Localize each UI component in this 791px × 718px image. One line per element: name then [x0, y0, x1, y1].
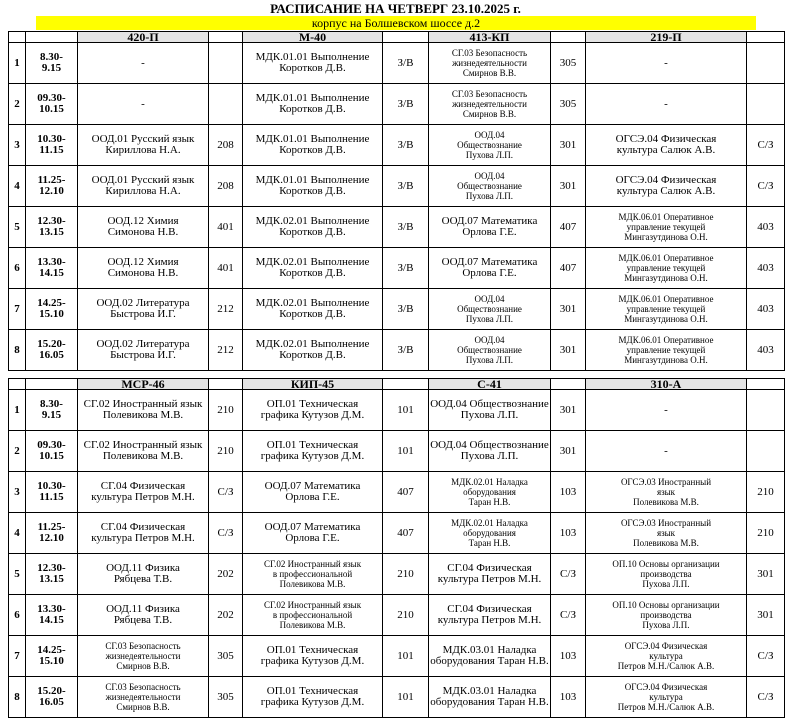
subject-cell: МДК.01.01 Выполнение Коротков Д.В. [243, 43, 383, 84]
room-cell: 403 [747, 289, 785, 330]
subject-cell: ОГСЭ.04 Физическая культура Салюк А.В. [586, 166, 747, 207]
subject-cell: ОП.10 Основы организации производства Пухова Л.П. [586, 554, 747, 595]
lesson-number: 5 [9, 207, 26, 248]
lesson-time: 14.25- 15.10 [26, 636, 78, 677]
subject-cell: МДК.02.01 Выполнение Коротков Д.В. [243, 289, 383, 330]
room-cell: З/В [383, 330, 429, 371]
room-cell: 210 [383, 554, 429, 595]
subject-cell: ООД.07 Математика Орлова Г.Е. [243, 513, 383, 554]
table-row [9, 330, 785, 371]
room-cell: 212 [209, 289, 243, 330]
room-cell: 301 [551, 390, 586, 431]
room-cell: 210 [209, 431, 243, 472]
subject-cell: ООД.12 Химия Симонова Н.В. [78, 207, 209, 248]
subject-cell: ООД.04 Обществознание Пухова Л.П. [429, 390, 551, 431]
room-cell: 210 [747, 472, 785, 513]
subject-cell: СГ.03 Безопасность жизнедеятельности Смирнов В.В. [78, 677, 209, 718]
subject-cell: - [586, 431, 747, 472]
subject-cell: МДК.01.01 Выполнение Коротков Д.В. [243, 84, 383, 125]
room-cell [747, 390, 785, 431]
room-cell: 403 [747, 248, 785, 289]
room-cell: 301 [747, 595, 785, 636]
table-row [9, 248, 785, 289]
subject-cell: ООД.11 Физика Рябцева Т.В. [78, 595, 209, 636]
subject-cell: МДК.02.01 Выполнение Коротков Д.В. [243, 330, 383, 371]
room-cell: 407 [383, 513, 429, 554]
table-header-row [9, 379, 785, 390]
lesson-number: 6 [9, 248, 26, 289]
room-cell: 210 [747, 513, 785, 554]
table-row [9, 513, 785, 554]
group-header: 420-П [78, 32, 209, 43]
schedule-table-2 [8, 378, 785, 718]
subject-cell: ОГСЭ.03 Иностранный язык Полевикова М.В. [586, 472, 747, 513]
room-cell: 101 [383, 390, 429, 431]
room-cell [747, 84, 785, 125]
subject-cell: ООД.07 Математика Орлова Г.Е. [429, 248, 551, 289]
lesson-time: 11.25- 12.10 [26, 166, 78, 207]
subject-cell: СГ.02 Иностранный язык Полевикова М.В. [78, 390, 209, 431]
room-cell: З/В [383, 289, 429, 330]
subject-cell: СГ.03 Безопасность жизнедеятельности Смирнов В.В. [78, 636, 209, 677]
subject-cell: ОП.01 Техническая графика Кутузов Д.М. [243, 636, 383, 677]
subject-cell: МДК.02.01 Наладка оборудования Таран Н.В. [429, 472, 551, 513]
subject-cell: МДК.02.01 Выполнение Коротков Д.В. [243, 248, 383, 289]
subject-cell: МДК.01.01 Выполнение Коротков Д.В. [243, 125, 383, 166]
lesson-number: 3 [9, 125, 26, 166]
table-row [9, 472, 785, 513]
room-cell [747, 431, 785, 472]
subject-cell: ООД.02 Литература Быстрова И.Г. [78, 330, 209, 371]
subject-cell: МДК.06.01 Оперативное управление текущей Мингазутдинова О.Н. [586, 289, 747, 330]
room-cell: 407 [551, 207, 586, 248]
subject-cell: МДК.03.01 Наладка оборудования Таран Н.В. [429, 677, 551, 718]
subject-cell: СГ.04 Физическая культура Петров М.Н. [78, 472, 209, 513]
table-row [9, 390, 785, 431]
subject-cell: ООД.12 Химия Симонова Н.В. [78, 248, 209, 289]
lesson-number: 1 [9, 390, 26, 431]
lesson-number: 3 [9, 472, 26, 513]
subject-cell: ОГСЭ.03 Иностранный язык Полевикова М.В. [586, 513, 747, 554]
subject-cell: ОГСЭ.04 Физическая культура Петров М.Н./Салюк А.В. [586, 677, 747, 718]
page-title: РАСПИСАНИЕ НА ЧЕТВЕРГ 23.10.2025 г. [270, 1, 521, 16]
room-cell: С/З [747, 677, 785, 718]
subject-cell: СГ.04 Физическая культура Петров М.Н. [429, 554, 551, 595]
room-cell: 407 [551, 248, 586, 289]
room-cell: 301 [551, 330, 586, 371]
table-row [9, 677, 785, 718]
subject-cell: МДК.06.01 Оперативное управление текущей Мингазутдинова О.Н. [586, 330, 747, 371]
subject-cell: ОГСЭ.04 Физическая культура Петров М.Н./Салюк А.В. [586, 636, 747, 677]
subject-cell: СГ.02 Иностранный язык в профессиональной Полевикова М.В. [243, 554, 383, 595]
lesson-number: 7 [9, 289, 26, 330]
room-cell: 103 [551, 472, 586, 513]
room-cell: 401 [209, 248, 243, 289]
room-cell [209, 43, 243, 84]
table-row [9, 431, 785, 472]
lesson-number: 1 [9, 43, 26, 84]
table-row [9, 84, 785, 125]
schedule-table-1 [8, 31, 785, 371]
group-header: 413-КП [429, 32, 551, 43]
subject-cell: СГ.03 Безопасность жизнедеятельности Смирнов В.В. [429, 84, 551, 125]
subject-cell: ООД.02 Литература Быстрова И.Г. [78, 289, 209, 330]
lesson-time: 8.30- 9.15 [26, 390, 78, 431]
room-cell: 210 [383, 595, 429, 636]
subject-cell: МДК.01.01 Выполнение Коротков Д.В. [243, 166, 383, 207]
room-cell: 103 [551, 677, 586, 718]
table-row [9, 554, 785, 595]
room-cell: С/З [747, 636, 785, 677]
room-cell: 103 [551, 636, 586, 677]
subject-cell: СГ.02 Иностранный язык Полевикова М.В. [78, 431, 209, 472]
room-cell: 403 [747, 330, 785, 371]
room-cell: 301 [551, 431, 586, 472]
room-cell: 407 [383, 472, 429, 513]
subject-cell: МДК.06.01 Оперативное управление текущей Мингазутдинова О.Н. [586, 207, 747, 248]
lesson-number: 2 [9, 84, 26, 125]
room-cell: С/З [551, 554, 586, 595]
lesson-number: 4 [9, 513, 26, 554]
room-cell: 202 [209, 554, 243, 595]
subject-cell: - [586, 390, 747, 431]
table-row [9, 595, 785, 636]
lesson-number: 2 [9, 431, 26, 472]
lesson-number: 8 [9, 677, 26, 718]
room-cell: С/З [747, 125, 785, 166]
subject-cell: - [586, 43, 747, 84]
room-cell: 212 [209, 330, 243, 371]
lesson-number: 6 [9, 595, 26, 636]
subject-cell: МДК.02.01 Наладка оборудования Таран Н.В. [429, 513, 551, 554]
subject-cell: ООД.01 Русский язык Кириллова Н.А. [78, 125, 209, 166]
lesson-time: 12.30- 13.15 [26, 207, 78, 248]
subject-cell: СГ.03 Безопасность жизнедеятельности Смирнов В.В. [429, 43, 551, 84]
room-cell: 305 [551, 43, 586, 84]
lesson-time: 12.30- 13.15 [26, 554, 78, 595]
group-header: КИП-45 [243, 379, 383, 390]
subject-cell: - [586, 84, 747, 125]
group-header: 219-П [586, 32, 747, 43]
lesson-time: 13.30- 14.15 [26, 595, 78, 636]
subject-cell: СГ.04 Физическая культура Петров М.Н. [429, 595, 551, 636]
room-cell: З/В [383, 248, 429, 289]
lesson-time: 8.30- 9.15 [26, 43, 78, 84]
lesson-number: 8 [9, 330, 26, 371]
subject-cell: ООД.07 Математика Орлова Г.Е. [243, 472, 383, 513]
table-row [9, 636, 785, 677]
subject-cell: СГ.04 Физическая культура Петров М.Н. [78, 513, 209, 554]
table-row [9, 207, 785, 248]
group-header: С-41 [429, 379, 551, 390]
room-cell: 101 [383, 636, 429, 677]
subject-cell: ООД.04 Обществознание Пухова Л.П. [429, 125, 551, 166]
lesson-time: 11.25- 12.10 [26, 513, 78, 554]
subject-cell: - [78, 43, 209, 84]
room-cell [747, 43, 785, 84]
lesson-time: 15.20- 16.05 [26, 677, 78, 718]
lesson-time: 14.25- 15.10 [26, 289, 78, 330]
lesson-time: 09.30- 10.15 [26, 431, 78, 472]
lesson-time: 10.30- 11.15 [26, 472, 78, 513]
subject-cell: ОГСЭ.04 Физическая культура Салюк А.В. [586, 125, 747, 166]
table-row [9, 43, 785, 84]
table-row [9, 125, 785, 166]
room-cell [209, 84, 243, 125]
subject-cell: МДК.06.01 Оперативное управление текущей Мингазутдинова О.Н. [586, 248, 747, 289]
room-cell: 101 [383, 677, 429, 718]
room-cell: З/В [383, 43, 429, 84]
lesson-number: 7 [9, 636, 26, 677]
room-cell: С/З [551, 595, 586, 636]
subject-cell: ОП.01 Техническая графика Кутузов Д.М. [243, 677, 383, 718]
building-subtitle: корпус на Болшевском шоссе д.2 [36, 16, 756, 30]
room-cell: 403 [747, 207, 785, 248]
room-cell: 210 [209, 390, 243, 431]
subject-cell: ООД.11 Физика Рябцева Т.В. [78, 554, 209, 595]
room-cell: З/В [383, 166, 429, 207]
lesson-time: 15.20- 16.05 [26, 330, 78, 371]
room-cell: 305 [209, 677, 243, 718]
subject-cell: ООД.04 Обществознание Пухова Л.П. [429, 431, 551, 472]
room-cell: С/З [747, 166, 785, 207]
group-header: 310-А [586, 379, 747, 390]
room-cell: 208 [209, 166, 243, 207]
table-row [9, 289, 785, 330]
table-row [9, 166, 785, 207]
subject-cell: ОП.01 Техническая графика Кутузов Д.М. [243, 431, 383, 472]
table-header-row [9, 32, 785, 43]
room-cell: 202 [209, 595, 243, 636]
room-cell: З/В [383, 84, 429, 125]
room-cell: 301 [551, 289, 586, 330]
room-cell: С/З [209, 513, 243, 554]
subject-cell: - [78, 84, 209, 125]
lesson-number: 4 [9, 166, 26, 207]
subject-cell: СГ.02 Иностранный язык в профессиональной Полевикова М.В. [243, 595, 383, 636]
room-cell: З/В [383, 125, 429, 166]
subject-cell: ООД.01 Русский язык Кириллова Н.А. [78, 166, 209, 207]
subject-cell: ОП.01 Техническая графика Кутузов Д.М. [243, 390, 383, 431]
room-cell: 301 [551, 125, 586, 166]
lesson-number: 5 [9, 554, 26, 595]
room-cell: 305 [209, 636, 243, 677]
lesson-time: 09.30- 10.15 [26, 84, 78, 125]
room-cell: С/З [209, 472, 243, 513]
room-cell: 101 [383, 431, 429, 472]
subject-cell: МДК.03.01 Наладка оборудования Таран Н.В. [429, 636, 551, 677]
room-cell: 301 [551, 166, 586, 207]
room-cell: 103 [551, 513, 586, 554]
room-cell: З/В [383, 207, 429, 248]
room-cell: 208 [209, 125, 243, 166]
subject-cell: ООД.04 Обществознание Пухова Л.П. [429, 289, 551, 330]
group-header: МСР-46 [78, 379, 209, 390]
room-cell: 401 [209, 207, 243, 248]
subject-cell: МДК.02.01 Выполнение Коротков Д.В. [243, 207, 383, 248]
group-header: М-40 [243, 32, 383, 43]
subject-cell: ОП.10 Основы организации производства Пухова Л.П. [586, 595, 747, 636]
room-cell: 301 [747, 554, 785, 595]
subject-cell: ООД.04 Обществознание Пухова Л.П. [429, 330, 551, 371]
lesson-time: 10.30- 11.15 [26, 125, 78, 166]
subject-cell: ООД.04 Обществознание Пухова Л.П. [429, 166, 551, 207]
lesson-time: 13.30- 14.15 [26, 248, 78, 289]
subject-cell: ООД.07 Математика Орлова Г.Е. [429, 207, 551, 248]
room-cell: 305 [551, 84, 586, 125]
